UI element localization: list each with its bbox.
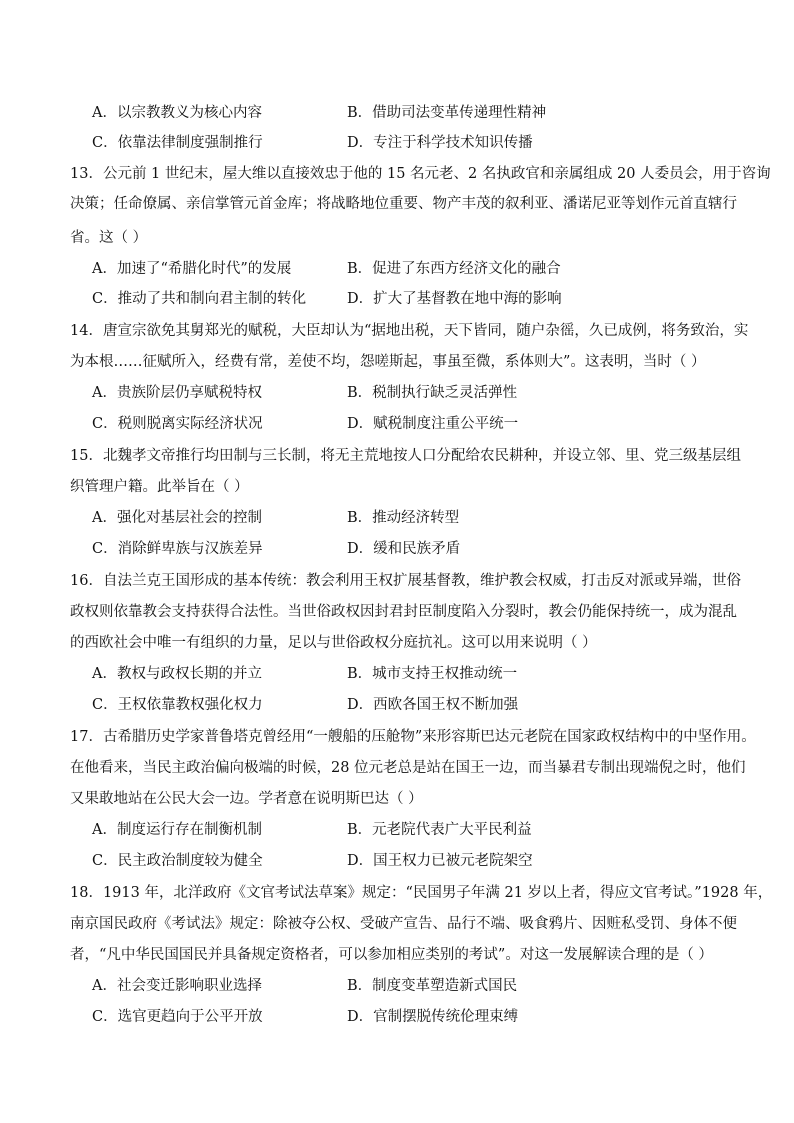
q17-stem-line-1: 17．古希腊历史学家普鲁塔克曾经用“一艘船的压舱物”来形容斯巴达元老院在国家政权结构中的中坚作用。	[70, 729, 756, 745]
q18-option-c[interactable]: C．选官更趋向于公平开放	[92, 1009, 263, 1025]
q13-stem-line-1: 13．公元前 1 世纪末，屋大维以直接效忠于他的 15 名元老、2 名执政官和亲属组成 20 人委员会，用于咨询	[70, 166, 771, 182]
q13-option-d[interactable]: D．扩大了基督教在地中海的影响	[347, 291, 562, 307]
q16-option-b[interactable]: B．城市支持王权推动统一	[347, 666, 518, 682]
q16-stem-line-3: 的西欧社会中唯一有组织的力量，足以与世俗政权分庭抗礼。这可以用来说明（ ）	[70, 635, 597, 651]
q15-stem-line-1: 15．北魏孝文帝推行均田制与三长制，将无主荒地按人口分配给农民耕种，并设立邻、里、党三级基层组	[70, 448, 741, 464]
q13-stem-line-2: 决策；任命僚属、亲信掌管元首金库；将战略地位重要、物产丰茂的叙利亚、潘诺尼亚等划作元首直辖行	[70, 196, 737, 212]
q17-option-c[interactable]: C．民主政治制度较为健全	[92, 853, 263, 869]
q16-stem-line-1: 16．自法兰克王国形成的基本传统：教会利用王权扩展基督教，维护教会权威，打击反对派或异端，世俗	[70, 573, 741, 589]
q17-option-a[interactable]: A．制度运行存在制衡机制	[92, 822, 262, 838]
q18-stem-line-3: 者，“凡中华民国国民并具备规定资格者，可以参加相应类别的考试”。对这一发展解读合理的是（ ）	[70, 947, 713, 963]
q15-option-b[interactable]: B．推动经济转型	[347, 510, 460, 526]
q14-option-b[interactable]: B．税制执行缺乏灵活弹性	[347, 385, 518, 401]
q13-option-b[interactable]: B．促进了东西方经济文化的融合	[347, 261, 561, 277]
q14-option-a[interactable]: A．贵族阶层仍享赋税特权	[92, 385, 262, 401]
q16-option-d[interactable]: D．西欧各国王权不断加强	[347, 697, 519, 713]
q18-option-d[interactable]: D．官制摆脱传统伦理束缚	[347, 1009, 519, 1025]
q17-stem-line-2: 在他看来，当民主政治偏向极端的时候，28 位元老总是站在国王一边，而当暴君专制出现端倪之时，他们	[70, 760, 746, 776]
q12-option-a[interactable]: A．以宗教教义为核心内容	[92, 105, 262, 121]
q18-option-a[interactable]: A．社会变迁影响职业选择	[92, 978, 262, 994]
q16-option-c[interactable]: C．王权依靠教权强化权力	[92, 697, 263, 713]
q14-option-d[interactable]: D．赋税制度注重公平统一	[347, 416, 519, 432]
q16-stem-line-2: 政权则依靠教会支持获得合法性。当世俗政权因封君封臣制度陷入分裂时，教会仍能保持统一，成为混乱	[70, 604, 737, 620]
q17-option-d[interactable]: D．国王权力已被元老院架空	[347, 853, 533, 869]
q15-option-d[interactable]: D．缓和民族矛盾	[347, 541, 461, 557]
q14-stem-line-1: 14．唐宣宗欲免其舅郑光的赋税，大臣却认为“据地出税，天下皆同，随户杂徭，久已成例，将务致治，实	[70, 323, 749, 339]
q14-stem-line-2: 为本根……征赋所入，经费有常，差使不均，怨嗟斯起，事虽至微，系体则大”。这表明，当时（ ）	[70, 354, 706, 370]
q17-stem-line-3: 又果敢地站在公民大会一边。学者意在说明斯巴达（ ）	[70, 791, 423, 807]
q18-stem-line-2: 南京国民政府《考试法》规定：除被夺公权、受破产宣告、品行不端、吸食鸦片、因赃私受罚、身体不便	[70, 916, 737, 932]
q12-option-b[interactable]: B．借助司法变革传递理性精神	[347, 105, 547, 121]
q18-stem-line-1: 18．1913 年，北洋政府《文官考试法草案》规定：“民国男子年满 21 岁以上者，得应文官考试。”1928 年，	[70, 885, 773, 901]
q18-option-b[interactable]: B．制度变革塑造新式国民	[347, 978, 518, 994]
q12-option-c[interactable]: C．依靠法律制度强制推行	[92, 135, 263, 151]
q15-option-a[interactable]: A．强化对基层社会的控制	[92, 510, 262, 526]
q13-option-a[interactable]: A．加速了“希腊化时代”的发展	[92, 261, 292, 277]
q17-option-b[interactable]: B．元老院代表广大平民利益	[347, 822, 532, 838]
q14-option-c[interactable]: C．税则脱离实际经济状况	[92, 416, 263, 432]
q16-option-a[interactable]: A．教权与政权长期的并立	[92, 666, 262, 682]
q13-stem-line-3: 省。这（ ）	[70, 230, 148, 246]
q15-option-c[interactable]: C．消除鲜卑族与汉族差异	[92, 541, 263, 557]
q12-option-d[interactable]: D．专注于科学技术知识传播	[347, 135, 533, 151]
q15-stem-line-2: 织管理户籍。此举旨在（ ）	[70, 479, 249, 495]
q13-option-c[interactable]: C．推动了共和制向君主制的转化	[92, 291, 307, 307]
